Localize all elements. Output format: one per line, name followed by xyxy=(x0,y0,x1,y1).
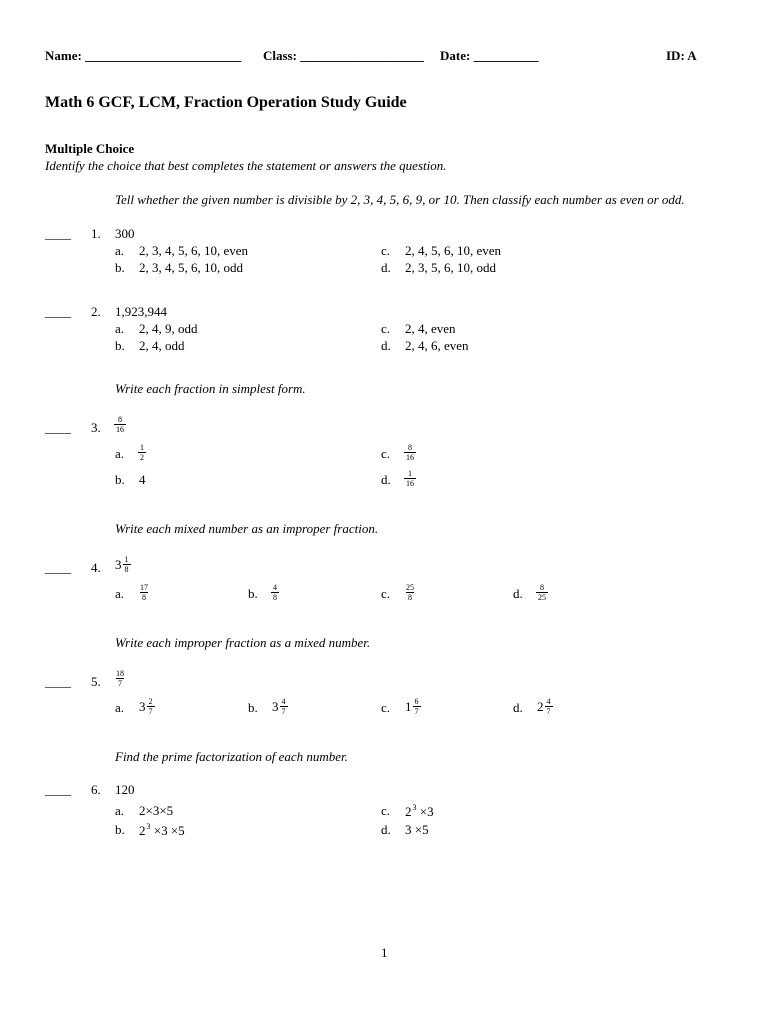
choice-c xyxy=(381,697,419,716)
choice-letter: c. xyxy=(381,321,391,336)
choice-b xyxy=(248,697,286,716)
page-title: Math 6 GCF, LCM, Fraction Operation Study Guide xyxy=(45,94,407,111)
choice-letter: d. xyxy=(381,260,391,275)
numerator: 2 xyxy=(148,697,153,706)
whole-number: 2 xyxy=(537,698,544,714)
choice-b xyxy=(115,338,185,354)
choice-letter: c. xyxy=(381,446,391,461)
name-line: ________________________ xyxy=(85,48,242,63)
answer-blank: ____ xyxy=(45,674,71,689)
choice-letter: a. xyxy=(115,321,125,336)
question-prompt-mixed-number xyxy=(115,555,132,574)
denominator: 8 xyxy=(142,593,146,602)
whole-number: 3 xyxy=(139,698,146,714)
choice-letter: c. xyxy=(381,586,391,601)
numerator: 1 xyxy=(124,555,129,564)
denominator: 16 xyxy=(406,453,414,462)
name-label: Name: xyxy=(45,48,82,63)
question-prompt-fraction xyxy=(113,669,127,688)
choice-letter: d. xyxy=(381,338,391,353)
choice-a xyxy=(115,803,174,819)
question-prompt: 300 xyxy=(115,226,135,241)
denominator: 2 xyxy=(140,453,144,462)
denominator: 7 xyxy=(118,679,122,688)
numerator: 25 xyxy=(406,583,414,592)
choice-d xyxy=(381,338,469,354)
question-prompt: 1,923,944 xyxy=(115,304,167,319)
date-line: __________ xyxy=(473,48,539,63)
class-line: ___________________ xyxy=(300,48,424,63)
numerator: 8 xyxy=(540,583,544,592)
question-prompt-fraction xyxy=(113,415,127,434)
choice-expression xyxy=(405,803,434,820)
choice-b xyxy=(248,583,277,602)
choice-text: 2, 4, odd xyxy=(139,338,185,353)
numerator: 17 xyxy=(140,583,148,592)
choice-text: 2, 3, 4, 5, 6, 10, odd xyxy=(139,260,243,275)
question-prompt: 120 xyxy=(115,782,135,797)
choice-letter: d. xyxy=(513,700,523,715)
denominator: 7 xyxy=(148,707,153,716)
section-instructions: Identify the choice that best completes the statement or answers the question. xyxy=(45,158,447,173)
choice-letter: d. xyxy=(381,472,391,487)
date-field xyxy=(440,48,539,64)
answer-blank: ____ xyxy=(45,560,71,575)
question-number: 4. xyxy=(91,560,101,575)
choice-text: 4 xyxy=(139,472,146,487)
choice-c xyxy=(381,243,502,259)
numerator: 8 xyxy=(118,415,122,424)
denominator: 25 xyxy=(538,593,546,602)
page-number: 1 xyxy=(381,945,388,960)
numerator: 4 xyxy=(281,697,286,706)
choice-d xyxy=(513,583,546,602)
denominator: 8 xyxy=(124,565,129,574)
choice-letter: a. xyxy=(115,586,125,601)
directions-to-mixed: Write each improper fraction as a mixed number. xyxy=(115,635,371,650)
choice-c xyxy=(381,443,414,462)
whole-number: 1 xyxy=(405,698,412,714)
directions-to-improper: Write each mixed number as an improper fraction. xyxy=(115,521,379,536)
choice-d xyxy=(381,469,414,488)
choice-letter: a. xyxy=(115,803,125,818)
choice-letter: b. xyxy=(115,260,125,275)
choice-c xyxy=(381,321,456,337)
choice-text: 2, 3, 5, 6, 10, odd xyxy=(405,260,496,275)
choice-letter: b. xyxy=(115,472,125,487)
numerator: 1 xyxy=(408,469,412,478)
question-number: 3. xyxy=(91,420,101,435)
denominator: 7 xyxy=(546,707,551,716)
numerator: 6 xyxy=(414,697,419,706)
directions-divisibility: Tell whether the given number is divisible by 2, 3, 4, 5, 6, 9, or 10. Then classify each number as even or odd. xyxy=(115,192,685,207)
directions-simplest-form: Write each fraction in simplest form. xyxy=(115,381,306,396)
choice-expression xyxy=(139,822,185,839)
question-number: 6. xyxy=(91,782,101,797)
exponent-base: 2 xyxy=(139,823,146,838)
choice-text: 2, 4, 6, even xyxy=(405,338,469,353)
choice-a xyxy=(115,583,148,602)
choice-letter: d. xyxy=(513,586,523,601)
choice-a xyxy=(115,321,198,337)
class-label: Class: xyxy=(263,48,297,63)
choice-text: 2, 3, 4, 5, 6, 10, even xyxy=(139,243,249,258)
answer-blank: ____ xyxy=(45,226,71,241)
choice-letter: a. xyxy=(115,446,125,461)
choice-letter: c. xyxy=(381,700,391,715)
whole-number: 3 xyxy=(115,556,122,572)
section-heading: Multiple Choice xyxy=(45,141,135,156)
date-label: Date: xyxy=(440,48,471,63)
choice-letter: a. xyxy=(115,243,125,258)
choice-b xyxy=(115,472,146,488)
choice-text: 2×3×5 xyxy=(139,803,174,818)
choice-d xyxy=(381,822,429,838)
choice-letter: b. xyxy=(248,700,258,715)
directions-prime-factorization: Find the prime factorization of each number. xyxy=(115,749,348,764)
choice-a xyxy=(115,697,153,716)
choice-text: 3 ×5 xyxy=(405,822,429,837)
denominator: 8 xyxy=(273,593,277,602)
question-number: 5. xyxy=(91,674,101,689)
choice-letter: a. xyxy=(115,700,125,715)
question-number: 1. xyxy=(91,226,101,241)
id-label: ID: A xyxy=(666,48,697,63)
choice-c xyxy=(381,803,434,819)
numerator: 1 xyxy=(140,443,144,452)
choice-letter: c. xyxy=(381,803,391,818)
denominator: 7 xyxy=(414,707,419,716)
exponent: 3 xyxy=(412,803,417,812)
choice-letter: d. xyxy=(381,822,391,837)
answer-blank: ____ xyxy=(45,420,71,435)
whole-number: 3 xyxy=(272,698,279,714)
expression-rest: ×3 xyxy=(416,804,434,819)
answer-blank: ____ xyxy=(45,782,71,797)
choice-text: 2, 4, 5, 6, 10, even xyxy=(405,243,502,258)
choice-letter: c. xyxy=(381,243,391,258)
numerator: 8 xyxy=(408,443,412,452)
choice-letter: b. xyxy=(115,822,125,837)
denominator: 7 xyxy=(281,707,286,716)
choice-letter: b. xyxy=(115,338,125,353)
numerator: 18 xyxy=(116,669,124,678)
exponent-base: 2 xyxy=(405,804,412,819)
choice-text: 2, 4, even xyxy=(405,321,456,336)
expression-rest: ×3 ×5 xyxy=(150,823,185,838)
choice-c xyxy=(381,583,414,602)
choice-b xyxy=(115,260,243,276)
numerator: 4 xyxy=(273,583,277,592)
choice-a xyxy=(115,443,144,462)
class-field xyxy=(263,48,424,64)
choice-d xyxy=(381,260,496,276)
question-number: 2. xyxy=(91,304,101,319)
numerator: 4 xyxy=(546,697,551,706)
name-field xyxy=(45,48,241,64)
denominator: 16 xyxy=(116,425,124,434)
exponent: 3 xyxy=(146,822,151,831)
choice-a xyxy=(115,243,249,259)
choice-d xyxy=(513,697,551,716)
choice-text: 2, 4, 9, odd xyxy=(139,321,198,336)
denominator: 16 xyxy=(406,479,414,488)
answer-blank: ____ xyxy=(45,304,71,319)
denominator: 8 xyxy=(408,593,412,602)
choice-letter: b. xyxy=(248,586,258,601)
